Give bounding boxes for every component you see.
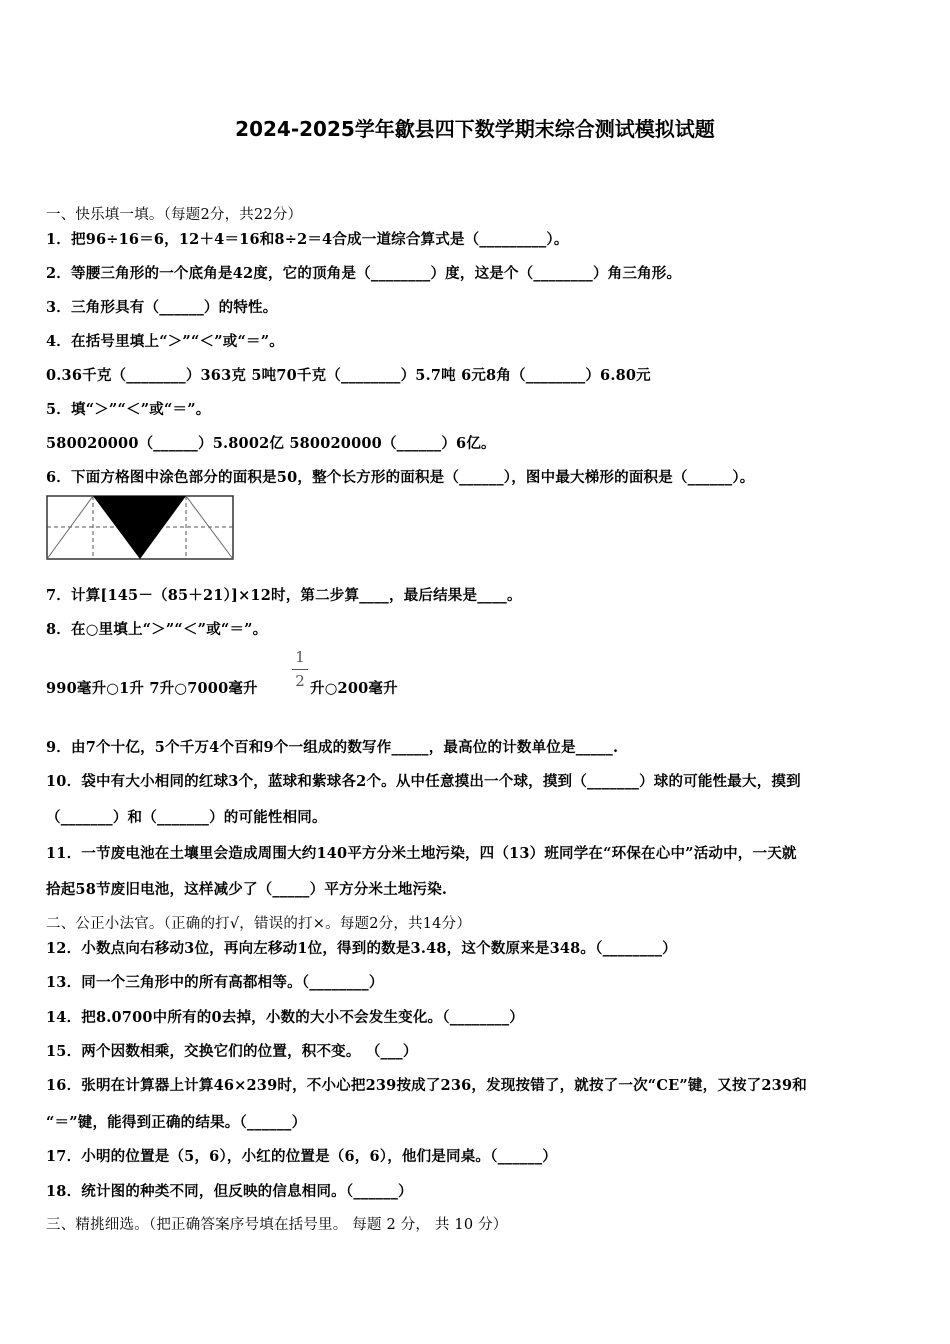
question-4: 4．在括号里填上“＞”“＜”或“＝”。 bbox=[46, 333, 284, 350]
question-1: 1．把96÷16＝6，12＋4＝16和8÷2＝4合成一道综合算式是（_________）。 bbox=[46, 231, 569, 248]
question-8-tail: 升○200毫升 bbox=[310, 680, 398, 697]
fraction-denominator: 2 bbox=[295, 672, 305, 690]
question-2: 2．等腰三角形的一个底角是42度，它的顶角是（________）度，这是个（________）角三角形。 bbox=[46, 265, 682, 282]
question-12: 12．小数点向右移动3位，再向左移动1位，得到的数是3.48，这个数原来是348。（________） bbox=[46, 940, 677, 957]
question-10-line-1: 10．袋中有大小相同的红球3个，蓝球和紫球各2个。从中任意摸出一个球，摸到（_______）球的可能性最大，摸到 bbox=[46, 773, 801, 790]
question-18: 18．统计图的种类不同，但反映的信息相同。（______） bbox=[46, 1183, 413, 1200]
section-3-heading: 三、精挑细选。（把正确答案序号填在括号里。 每题 2 分， 共 10 分） bbox=[46, 1217, 508, 1233]
question-11-line-1: 11．一节废电池在土壤里会造成周围大约140平方分米土地污染，四（13）班同学在“环保在心中”活动中，一天就 bbox=[46, 845, 797, 862]
question-9: 9．由7个十亿，5个千万4个百和9个一组成的数写作_____，最高位的计数单位是_____. bbox=[46, 739, 619, 756]
fraction-one-half bbox=[290, 650, 310, 689]
grid-diagonal-left bbox=[47, 496, 93, 559]
fraction-bar bbox=[292, 669, 308, 670]
section-2-heading: 二、公正小法官。（正确的打√，错误的打×。每题2分，共14分） bbox=[46, 916, 472, 932]
question-5: 5．填“＞”“＜”或“＝”。 bbox=[46, 401, 211, 418]
question-10-line-2: （_______）和（_______）的可能性相同。 bbox=[46, 809, 327, 826]
grid-figure bbox=[46, 495, 234, 561]
question-8: 8．在○里填上“＞”“＜”或“＝”。 bbox=[46, 621, 268, 638]
fraction-numerator: 1 bbox=[295, 648, 305, 666]
question-13: 13．同一个三角形中的所有高都相等。（________） bbox=[46, 974, 384, 991]
question-11-line-2: 拾起58节废旧电池，这样减少了（_____）平方分米土地污染. bbox=[46, 881, 448, 898]
section-1-heading: 一、快乐填一填。（每题2分，共22分） bbox=[46, 207, 303, 223]
question-8-items: 990毫升○1升 7升○7000毫升 bbox=[46, 680, 258, 697]
question-15: 15．两个因数相乘，交换它们的位置，积不变。 （___） bbox=[46, 1043, 418, 1060]
page-title: 2024-2025学年歙县四下数学期末综合测试模拟试题 bbox=[235, 117, 715, 141]
question-6: 6．下面方格图中涂色部分的面积是50，整个长方形的面积是（______），图中最大梯形的面积是（______）。 bbox=[46, 469, 755, 486]
question-17: 17．小明的位置是（5，6），小红的位置是（6，6），他们是同桌。（______） bbox=[46, 1148, 557, 1165]
question-14: 14．把8.0700中所有的0去掉，小数的大小不会发生变化。（________） bbox=[46, 1009, 525, 1026]
question-7: 7．计算[145－（85＋21）]×12时，第二步算____，最后结果是____。 bbox=[46, 587, 522, 604]
question-5-items: 580020000（______）5.8002亿 580020000（______）6亿。 bbox=[46, 435, 496, 452]
question-4-items: 0.36千克（________）363克 5吨70千克（________）5.7吨 6元8角（________）6.80元 bbox=[46, 367, 651, 384]
question-16-line-1: 16．张明在计算器上计算46×239时，不小心把239按成了236，发现按错了，就按了一次“CE”键，又按了239和 bbox=[46, 1077, 807, 1094]
question-3: 3．三角形具有（______）的特性。 bbox=[46, 299, 278, 316]
question-16-line-2: “＝”键，能得到正确的结果。（______） bbox=[46, 1114, 307, 1131]
